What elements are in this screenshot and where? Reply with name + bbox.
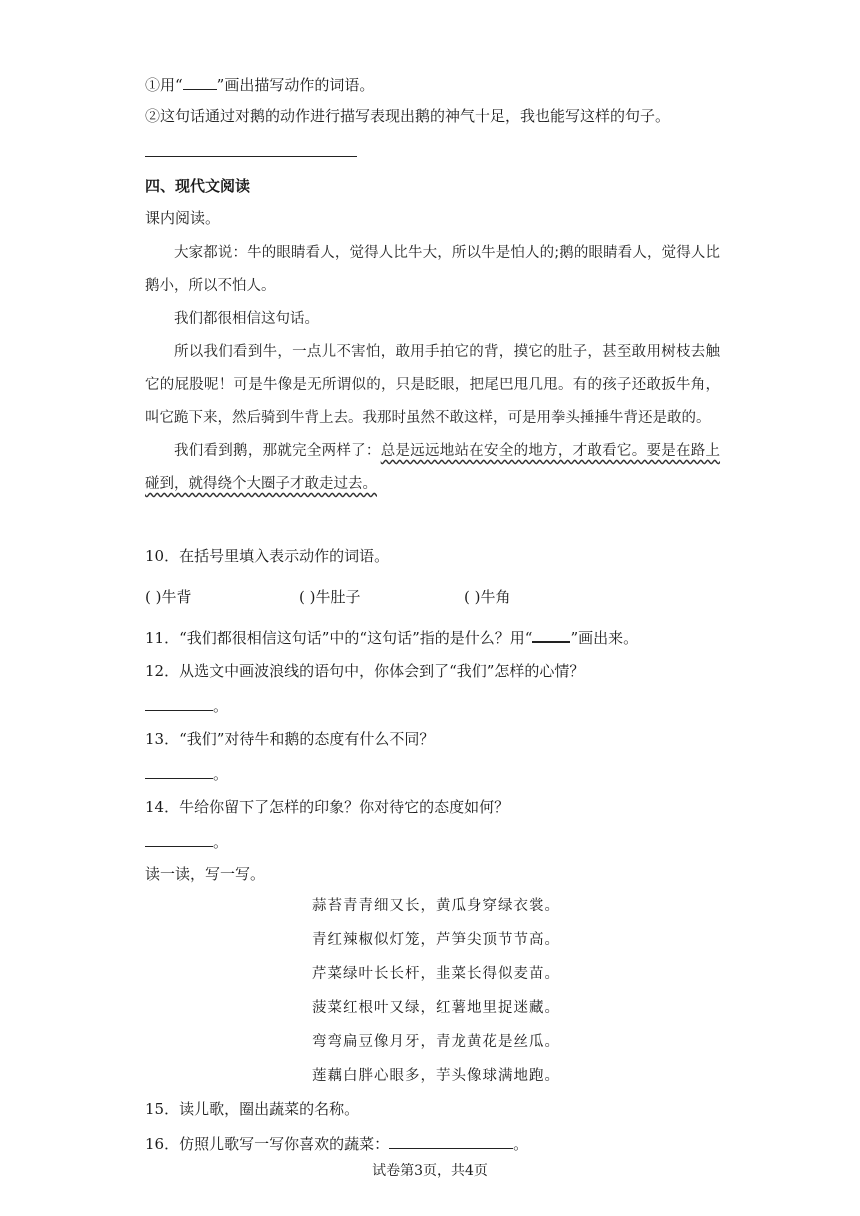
answer-line[interactable] <box>145 156 357 157</box>
prev-question-item-2: ②这句话通过对鹅的动作进行描写表现出鹅的神气十足，我也能写这样的句子。 <box>145 107 671 125</box>
question-16: 16．仿照儿歌写一写你喜欢的蔬菜： 。 <box>145 1135 529 1153</box>
question-15: 15．读儿歌，圈出蔬菜的名称。 <box>145 1100 360 1118</box>
passage-paragraph-3: 所以我们看到牛，一点儿不害怕，敢用手拍它的背，摸它的肚子，甚至敢用树枝去触它的屁股呢！可是牛像是无所谓似的，只是眨眼，把尾巴甩几甩。有的孩子还敢扳牛角，叫它跪下来，然后骑到牛背上去。我那时虽然不敢这样，可是用拳头捶捶牛背还是敢的。 <box>145 344 720 426</box>
fill-blank[interactable] <box>183 74 217 90</box>
section-title: 四、现代文阅读 <box>145 177 251 195</box>
poem-line: 芹菜绿叶长长杆，韭菜长得似麦苗。 <box>312 966 560 982</box>
question-10: 10．在括号里填入表示动作的词语。 <box>145 547 390 565</box>
poem-line: 青红辣椒似灯笼，芦笋尖顶节节高。 <box>312 932 560 948</box>
poem-line: 莲藕白胖心眼多，芋头像球满地跑。 <box>312 1068 560 1084</box>
answer-blank-14[interactable]: 。 <box>145 831 228 852</box>
underline-sample <box>532 626 570 643</box>
passage-paragraph-2: 我们都很相信这句话。 <box>174 311 319 327</box>
question-14: 14．牛给你留下了怎样的印象？你对待它的态度如何？ <box>145 798 510 816</box>
answer-blank-12[interactable]: 。 <box>145 695 228 716</box>
poem-line: 菠菜红根叶又绿，红薯地里捉迷藏。 <box>312 1000 560 1016</box>
question-13: 13．“我们”对待牛和鹅的态度有什么不同？ <box>145 730 435 748</box>
page-footer: 试卷第3页，共4页 <box>372 1163 488 1179</box>
blank-niu-jiao[interactable]: ( )牛角 <box>464 588 511 606</box>
section-subtitle: 课内阅读。 <box>145 209 221 227</box>
poem-line: 弯弯扁豆像月牙，青龙黄花是丝瓜。 <box>312 1034 560 1050</box>
question-11: 11．“我们都很相信这句话”中的“这句话”指的是什么？用“ ”画出来。 <box>145 626 638 648</box>
answer-blank-13[interactable]: 。 <box>145 763 228 784</box>
passage-paragraph-1: 大家都说：牛的眼睛看人，觉得人比牛大，所以牛是怕人的;鹅的眼睛看人，觉得人比鹅小，所以不怕人。 <box>145 245 720 294</box>
blank-niu-bei[interactable]: ( )牛背 <box>145 588 192 606</box>
answer-blank-16[interactable] <box>389 1133 513 1149</box>
poem-line: 蒜苔青青细又长，黄瓜身穿绿衣裳。 <box>312 898 560 914</box>
reading-passage <box>145 237 720 501</box>
blank-niu-duzi[interactable]: ( )牛肚子 <box>299 588 361 606</box>
question-10-blanks <box>145 586 745 608</box>
question-12: 12．从选文中画波浪线的语句中，你体会到了“我们”怎样的心情？ <box>145 662 585 680</box>
read-write-instruction: 读一读，写一写。 <box>145 865 266 883</box>
wavy-underlined-sentence: 总是远远地站在安全的地方，才敢看它。要是在路上碰到，就得绕个大圈子才敢走过去。 <box>145 443 721 492</box>
prev-question-item-1: ①用“ ”画出描写动作的词语。 <box>145 76 375 94</box>
passage-paragraph-4: 我们看到鹅，那就完全两样了：总是远远地站在安全的地方，才敢看它。要是在路上碰到，就得绕个大圈子才敢走过去。 <box>145 443 721 492</box>
